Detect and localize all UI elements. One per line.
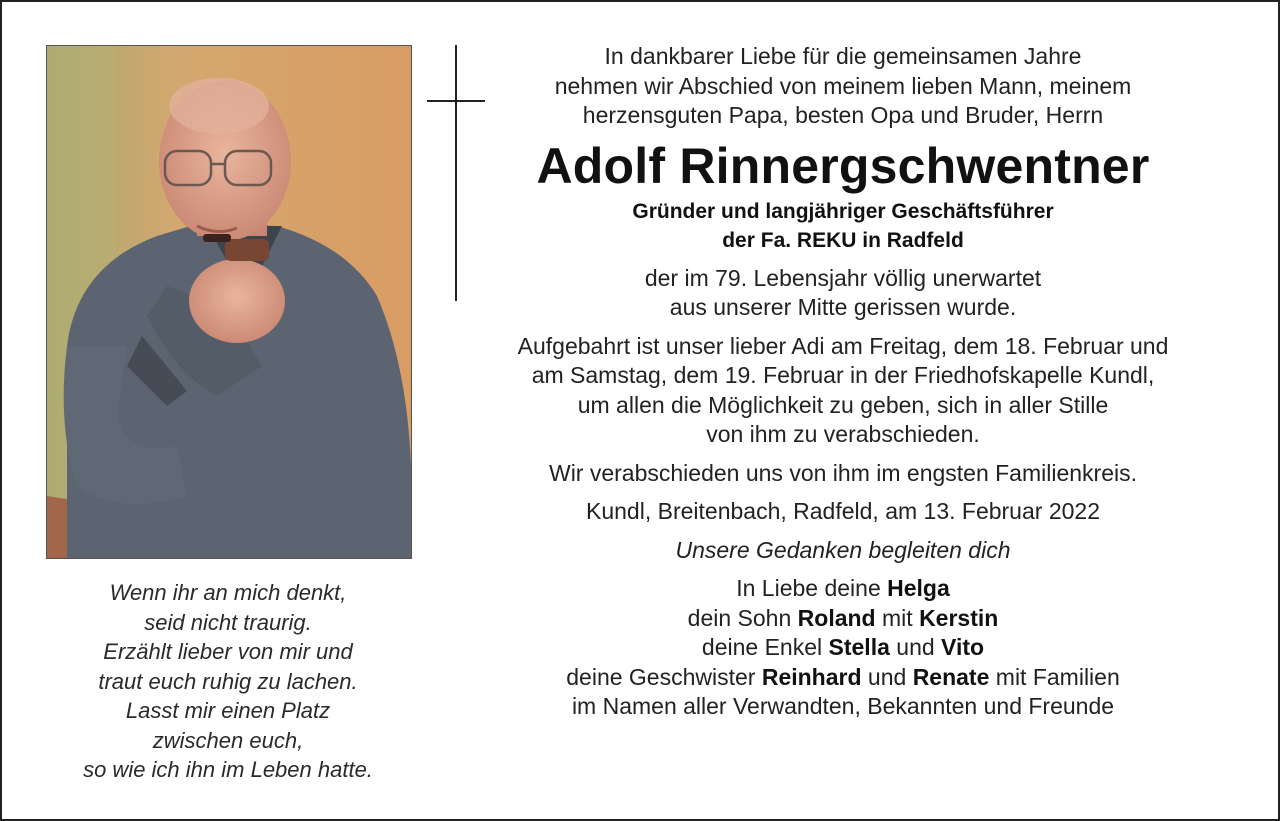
deceased-name: Adolf Rinnergschwentner [536, 137, 1150, 194]
intro-text [470, 42, 1216, 131]
intro-line: nehmen wir Abschied von meinem lieben Mann, meinem [554, 72, 1132, 99]
poem-line: zwischen euch, [152, 727, 304, 753]
family-line: deine Enkel Stella und Vito [701, 634, 985, 660]
farewell-text: Wir verabschieden uns von ihm im engsten Familienkreis. [548, 459, 1138, 486]
viewing-line: von ihm zu verabschieden. [706, 421, 980, 447]
poem-line: Erzählt lieber von mir und [103, 639, 353, 664]
intro-line: herzensguten Papa, besten Opa und Bruder, Herrn [582, 102, 1104, 128]
role-line: Gründer und langjähriger Geschäftsführer [632, 199, 1054, 223]
viewing-line: Aufgebahrt ist unser lieber Adi am Freitag, dem 18. Februar und [517, 332, 1169, 359]
poem-line: so wie ich ihn im Leben hatte. [83, 757, 373, 782]
viewing-line: um allen die Möglichkeit zu geben, sich in aller Stille [577, 391, 1109, 418]
viewing-line: am Samstag, dem 19. Februar in der Friedhofskapelle Kundl, [531, 362, 1155, 388]
age-text [470, 264, 1216, 323]
role-line: der Fa. REKU in Radfeld [722, 228, 964, 252]
age-line: aus unserer Mitte gerissen wurde. [669, 294, 1017, 320]
poem-line: traut euch ruhig zu lachen. [98, 668, 358, 694]
family-signature [470, 574, 1216, 722]
poem-line: Wenn ihr an mich denkt, [109, 580, 347, 605]
thoughts-text: Unsere Gedanken begleiten dich [675, 536, 1011, 563]
family-line: im Namen aller Verwandten, Bekannten und Freunde [571, 693, 1115, 719]
age-line: der im 79. Lebensjahr völlig unerwartet [644, 264, 1042, 291]
poem-line: Lasst mir einen Platz [125, 698, 331, 723]
portrait-photo [46, 45, 412, 559]
intro-line: In dankbarer Liebe für die gemeinsamen Jahre [604, 43, 1082, 69]
place-date: Kundl, Breitenbach, Radfeld, am 13. Februar 2022 [586, 498, 1100, 524]
poem-line: seid nicht traurig. [144, 609, 312, 635]
family-line: dein Sohn Roland mit Kerstin [687, 604, 999, 631]
obituary-text [470, 42, 1216, 722]
poem [40, 578, 416, 785]
family-line: deine Geschwister Reinhard und Renate mit Familien [566, 663, 1120, 690]
family-line: In Liebe deine Helga [736, 575, 950, 601]
viewing-text [470, 332, 1216, 450]
cross-vertical [455, 45, 457, 301]
